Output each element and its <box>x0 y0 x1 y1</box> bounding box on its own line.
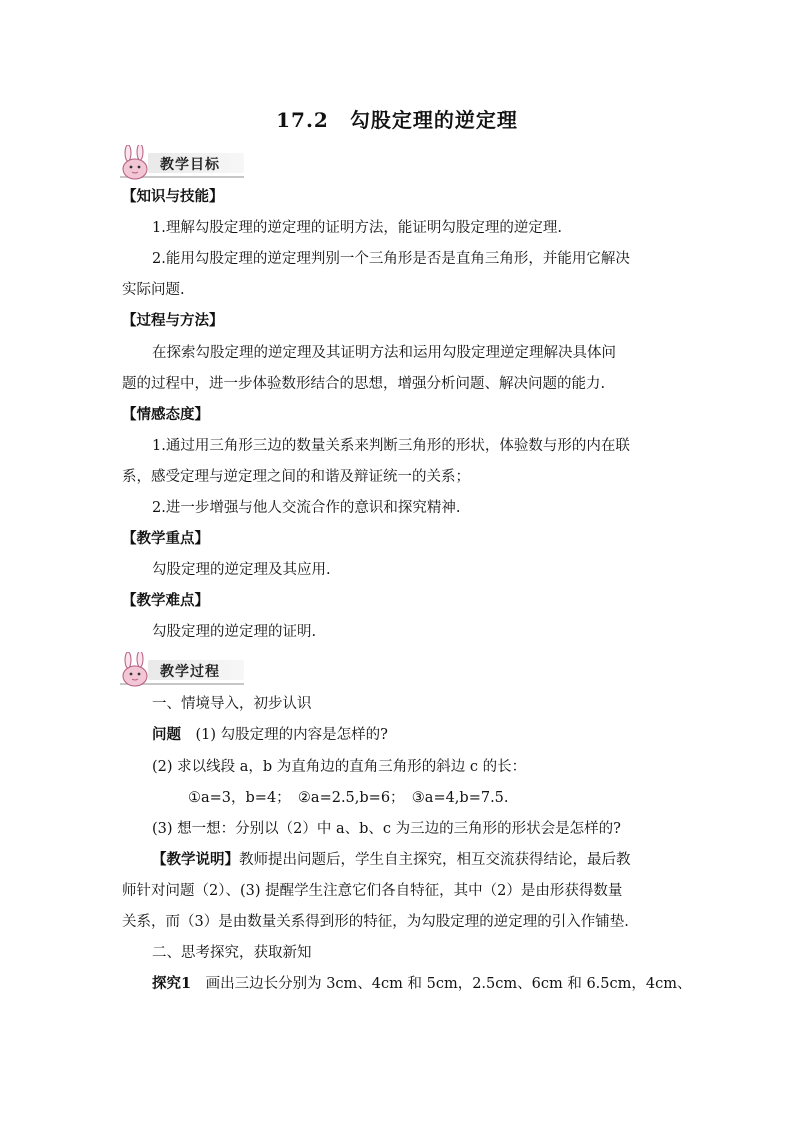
question-2: (2) 求以线段 a，b 为直角边的直角三角形的斜边 c 的长： <box>152 759 527 775</box>
explore-1 <box>152 974 691 994</box>
section-badge-objectives <box>118 145 248 181</box>
teaching-note-c: 关系，而（3）是由数量关系得到形的特征，为勾股定理的逆定理的引入作铺垫. <box>122 914 629 930</box>
text-attitude-2: 2.进一步增强与他人交流合作的意识和探究精神. <box>152 500 461 516</box>
heading-key-point: 【教学重点】 <box>122 530 209 547</box>
teaching-note-a <box>152 850 631 870</box>
badge-label-objectives: 教学目标 <box>160 157 220 173</box>
text-knowledge-2a: 2.能用勾股定理的逆定理判别一个三角形是否是直角三角形，并能用它解决 <box>152 251 630 267</box>
text-knowledge-2b: 实际问题. <box>122 282 185 298</box>
text-method-b: 题的过程中，进一步体验数形结合的思想，增强分析问题、解决问题的能力. <box>122 376 606 392</box>
text-attitude-1b: 系，感受定理与逆定理之间的和谐及辩证统一的关系； <box>122 469 470 485</box>
text-knowledge-1: 1.理解勾股定理的逆定理的证明方法，能证明勾股定理的逆定理. <box>152 220 562 236</box>
question-1-text: (1) 勾股定理的内容是怎样的? <box>181 727 388 743</box>
heading-attitude: 【情感态度】 <box>122 406 209 423</box>
badge-label-process: 教学过程 <box>160 664 220 680</box>
text-key-point: 勾股定理的逆定理及其应用. <box>152 562 331 578</box>
section-intro-heading: 一、情境导入，初步认识 <box>152 696 312 712</box>
text-method-a: 在探索勾股定理的逆定理及其证明方法和运用勾股定理逆定理解决具体问 <box>152 345 616 361</box>
teaching-note-b: 师针对问题（2）、(3) 提醒学生注意它们各自特征，其中（2）是由形获得数量 <box>122 883 623 899</box>
question-3: (3) 想一想：分别以（2）中 a、b、c 为三边的三角形的形状会是怎样的? <box>152 821 621 837</box>
text-attitude-1a: 1.通过用三角形三边的数量关系来判断三角形的形状，体验数与形的内在联 <box>152 438 630 454</box>
bunny-mascot-icon <box>118 652 152 688</box>
teaching-note-label: 【教学说明】 <box>152 851 239 868</box>
heading-knowledge: 【知识与技能】 <box>122 188 224 205</box>
page-title: 17.2 勾股定理的逆定理 <box>276 108 518 132</box>
bunny-mascot-icon <box>118 145 152 181</box>
explore-label: 探究1 <box>152 975 192 992</box>
question-1 <box>152 725 388 745</box>
question-label: 问题 <box>152 726 181 743</box>
section-explore-heading: 二、思考探究，获取新知 <box>152 945 312 961</box>
section-badge-process <box>118 652 248 688</box>
heading-difficulty: 【教学难点】 <box>122 592 209 609</box>
heading-method: 【过程与方法】 <box>122 312 224 329</box>
explore-1-text: 画出三边长分别为 3cm、4cm 和 5cm，2.5cm、6cm 和 6.5cm，4cm、 <box>191 976 692 992</box>
teaching-note-text: 教师提出问题后，学生自主探究，相互交流获得结论，最后教 <box>239 852 631 868</box>
text-difficulty: 勾股定理的逆定理的证明. <box>152 624 317 640</box>
question-2-items: ①a=3，b=4； ②a=2.5,b=6； ③a=4,b=7.5. <box>188 790 509 806</box>
